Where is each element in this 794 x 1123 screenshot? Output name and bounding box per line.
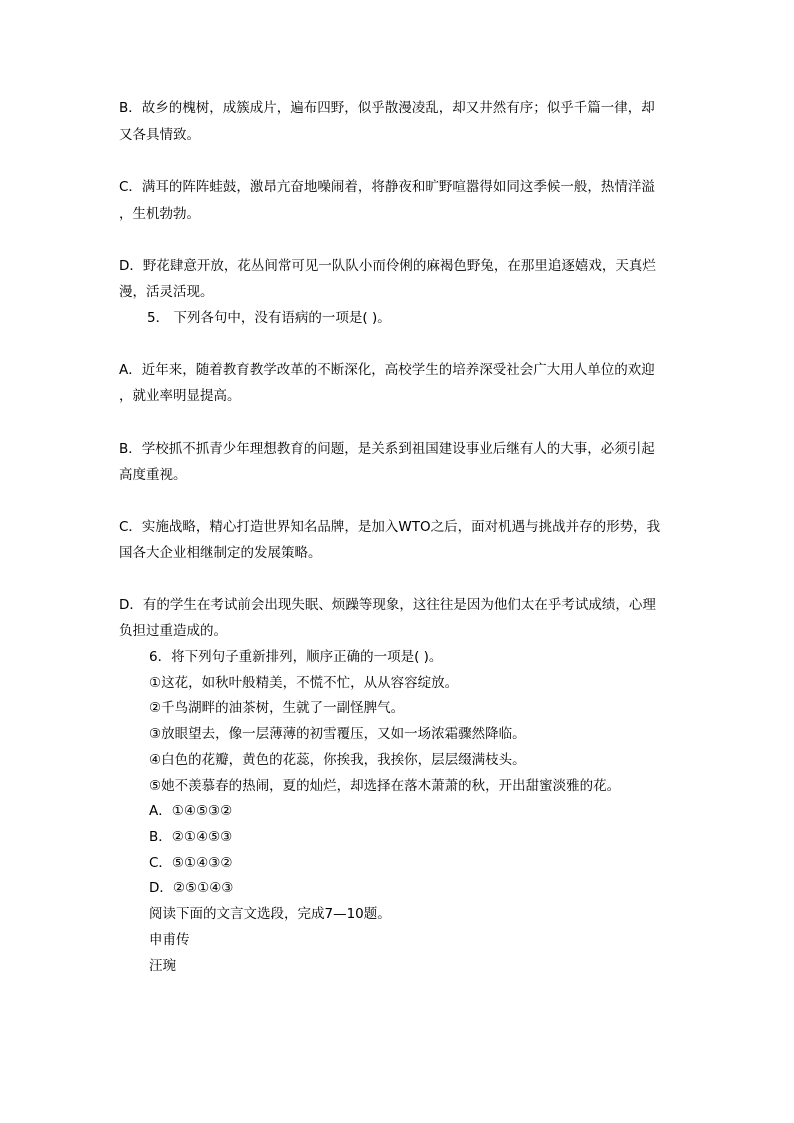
passage-title: 申甫传 bbox=[149, 932, 190, 948]
q5-option-a-line-2: ，就业率明显提高。 bbox=[119, 388, 241, 404]
q5-option-b-line-1: B．学校抓不抓青少年理想教育的问题，是关系到祖国建设事业后继有人的大事，必须引起 bbox=[119, 441, 655, 457]
question-6-stem: 6．将下列句子重新排列，顺序正确的一项是( )。 bbox=[149, 649, 443, 665]
option-d-line-2: 漫，活灵活现。 bbox=[119, 284, 214, 300]
q5-option-d-line-1: D．有的学生在考试前会出现失眠、烦躁等现象，这往往是因为他们太在乎考试成绩，心理 bbox=[119, 597, 656, 613]
q5-option-c-line-2: 国各大企业相继制定的发展策略。 bbox=[119, 545, 322, 561]
q5-option-c-line-1: C．实施战略，精心打造世界知名品牌，是加入WTO之后，面对机遇与挑战并存的形势，我 bbox=[119, 519, 661, 535]
option-c-line-1: C．满耳的阵阵蛙鼓，激昂亢奋地噪闹着，将静夜和旷野喧嚣得如同这季候一般，热情洋溢 bbox=[119, 179, 655, 195]
q6-option-a: A．①④⑤③② bbox=[149, 803, 233, 819]
q6-sentence-3: ③放眼望去，像一层薄薄的初雪覆压，又如一场浓霜骤然降临。 bbox=[149, 726, 526, 742]
q5-option-a-line-1: A．近年来，随着教育教学改革的不断深化，高校学生的培养深受社会广大用人单位的欢迎 bbox=[119, 362, 655, 378]
q6-sentence-4: ④白色的花瓣，黄色的花蕊，你挨我，我挨你，层层缀满枝头。 bbox=[149, 752, 526, 768]
passage-author: 汪琬 bbox=[149, 958, 176, 974]
option-d-line-1: D．野花肆意开放，花丛间常可见一队队小而伶俐的麻褐色野兔，在那里追逐嬉戏，天真烂 bbox=[119, 258, 656, 274]
q6-option-d: D．②⑤①④③ bbox=[149, 880, 234, 896]
q6-option-c: C．⑤①④③② bbox=[149, 855, 233, 871]
question-5-stem: 5． 下列各句中，没有语病的一项是( )。 bbox=[147, 310, 391, 326]
q6-sentence-5: ⑤她不羡慕春的热闹，夏的灿烂，却选择在落木萧萧的秋，开出甜蜜淡雅的花。 bbox=[149, 778, 621, 794]
q6-sentence-2: ②千鸟湖畔的油茶树，生就了一副怪脾气。 bbox=[149, 700, 405, 716]
q6-option-b: B．②①④⑤③ bbox=[149, 829, 233, 845]
option-b-line-1: B．故乡的槐树，成簇成片，遍布四野，似乎散漫凌乱，却又井然有序；似乎千篇一律，却 bbox=[119, 100, 655, 116]
q6-sentence-1: ①这花，如秋叶般精美，不慌不忙，从从容容绽放。 bbox=[149, 675, 459, 691]
q5-option-b-line-2: 高度重视。 bbox=[119, 467, 187, 483]
option-b-line-2: 又各具情致。 bbox=[119, 127, 200, 143]
q5-option-d-line-2: 负担过重造成的。 bbox=[119, 623, 227, 639]
reading-instruction: 阅读下面的文言文选段，完成7—10题。 bbox=[149, 906, 391, 922]
option-c-line-2: ，生机勃勃。 bbox=[119, 206, 200, 222]
